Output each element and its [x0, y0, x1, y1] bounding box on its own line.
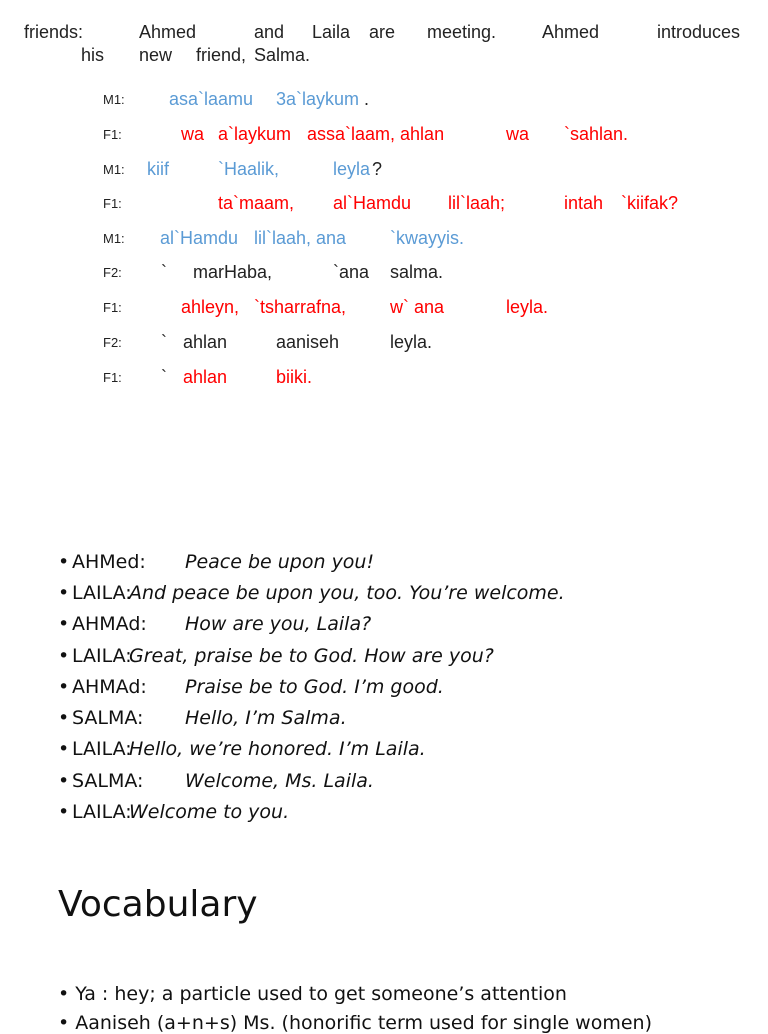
translation-line: How are you, Laila?: [185, 613, 372, 635]
intro-word: and: [254, 22, 285, 42]
intro-word: his: [81, 45, 105, 65]
dialogue-word: lil`laah, ana: [254, 228, 347, 248]
dialogue-word: `kiifak?: [621, 193, 679, 213]
speaker-name: AHMAd:: [72, 613, 147, 635]
dialogue-word: assa`laam, ahlan: [307, 124, 445, 144]
dialogue-word: marHaba,: [193, 262, 273, 282]
bullet: •: [58, 707, 70, 729]
bullet: •: [58, 770, 70, 792]
speaker-label: F1:: [103, 196, 122, 211]
speaker-name: LAILA:: [72, 645, 132, 667]
intro-word: Salma.: [254, 45, 311, 65]
intro-word: friends:: [24, 22, 84, 42]
bullet: •: [58, 676, 70, 698]
intro-word: are: [369, 22, 396, 42]
dialogue-word: ?: [372, 159, 383, 179]
speaker-name: SALMA:: [72, 770, 144, 792]
dialogue-word: al`Hamdu: [160, 228, 239, 248]
vocabulary-item: • Aaniseh (a+n+s) Ms. (honorific term used for single women): [58, 1012, 652, 1034]
intro-word: new: [139, 45, 173, 65]
dialogue-word: 3a`laykum: [276, 89, 360, 109]
intro-word: friend,: [196, 45, 247, 65]
dialogue-word: `sahlan.: [564, 124, 629, 144]
bullet: •: [58, 551, 70, 573]
dialogue-word: al`Hamdu: [333, 193, 412, 213]
bullet: •: [58, 582, 70, 604]
dialogue-word: kiif: [147, 159, 169, 179]
bullet: •: [58, 645, 70, 667]
dialogue-word: `: [161, 262, 167, 282]
speaker-name: LAILA:: [72, 582, 132, 604]
dialogue-word: wa: [506, 124, 530, 144]
dialogue-word: ta`maam,: [218, 193, 295, 213]
speaker-label: F1:: [103, 127, 122, 142]
dialogue-word: lil`laah;: [448, 193, 506, 213]
translation-line: And peace be upon you, too. You’re welcome.: [129, 582, 565, 604]
dialogue-word: a`laykum: [218, 124, 292, 144]
translation-line: Hello, we’re honored. I’m Laila.: [129, 738, 426, 760]
bullet: •: [58, 801, 70, 823]
speaker-name: SALMA:: [72, 707, 144, 729]
speaker-name: LAILA:: [72, 738, 132, 760]
speaker-label: F2:: [103, 335, 122, 350]
dialogue-word: `: [161, 332, 167, 352]
dialogue-word: salma.: [390, 262, 444, 282]
dialogue-word: w` ana: [390, 297, 445, 317]
dialogue-word: `Haalik,: [218, 159, 280, 179]
dialogue-word: wa: [181, 124, 205, 144]
speaker-name: AHMed:: [72, 551, 146, 573]
translation-line: Praise be to God. I’m good.: [185, 676, 444, 698]
intro-word: Ahmed: [542, 22, 600, 42]
speaker-name: LAILA:: [72, 801, 132, 823]
intro-word: Ahmed: [139, 22, 197, 42]
vocabulary-item: • Ya : hey; a particle used to get someone’s attention: [58, 983, 567, 1005]
bullet: •: [58, 613, 70, 635]
dialogue-word: aaniseh: [276, 332, 340, 352]
speaker-label: M1:: [103, 162, 125, 177]
dialogue-word: ahlan: [183, 332, 228, 352]
bullet: •: [58, 738, 70, 760]
dialogue-word: leyla.: [506, 297, 549, 317]
translation-line: Peace be upon you!: [185, 551, 375, 573]
speaker-label: F1:: [103, 370, 122, 385]
dialogue-word: leyla.: [390, 332, 433, 352]
dialogue-word: ahleyn,: [181, 297, 240, 317]
dialogue-word: asa`laamu: [169, 89, 254, 109]
translation-line: Welcome to you.: [129, 801, 290, 823]
speaker-label: M1:: [103, 231, 125, 246]
intro-word: Laila: [312, 22, 351, 42]
intro-word: introduces: [657, 22, 741, 42]
translation-line: Welcome, Ms. Laila.: [185, 770, 374, 792]
intro-word: meeting.: [427, 22, 497, 42]
dialogue-word: `tsharrafna,: [254, 297, 347, 317]
dialogue-word: `ana: [333, 262, 370, 282]
translation-line: Hello, I’m Salma.: [185, 707, 347, 729]
dialogue-word: `kwayyis.: [390, 228, 465, 248]
dialogue-word: `: [161, 367, 167, 387]
speaker-label: F2:: [103, 265, 122, 280]
dialogue-word: ahlan: [183, 367, 228, 387]
speaker-name: AHMAd:: [72, 676, 147, 698]
translation-line: Great, praise be to God. How are you?: [129, 645, 494, 667]
speaker-label: M1:: [103, 92, 125, 107]
dialogue-word: intah: [564, 193, 604, 213]
dialogue-word: leyla: [333, 159, 371, 179]
dialogue-word: .: [364, 89, 370, 109]
vocabulary-heading: Vocabulary: [58, 884, 258, 925]
dialogue-word: biiki.: [276, 367, 313, 387]
speaker-label: F1:: [103, 300, 122, 315]
